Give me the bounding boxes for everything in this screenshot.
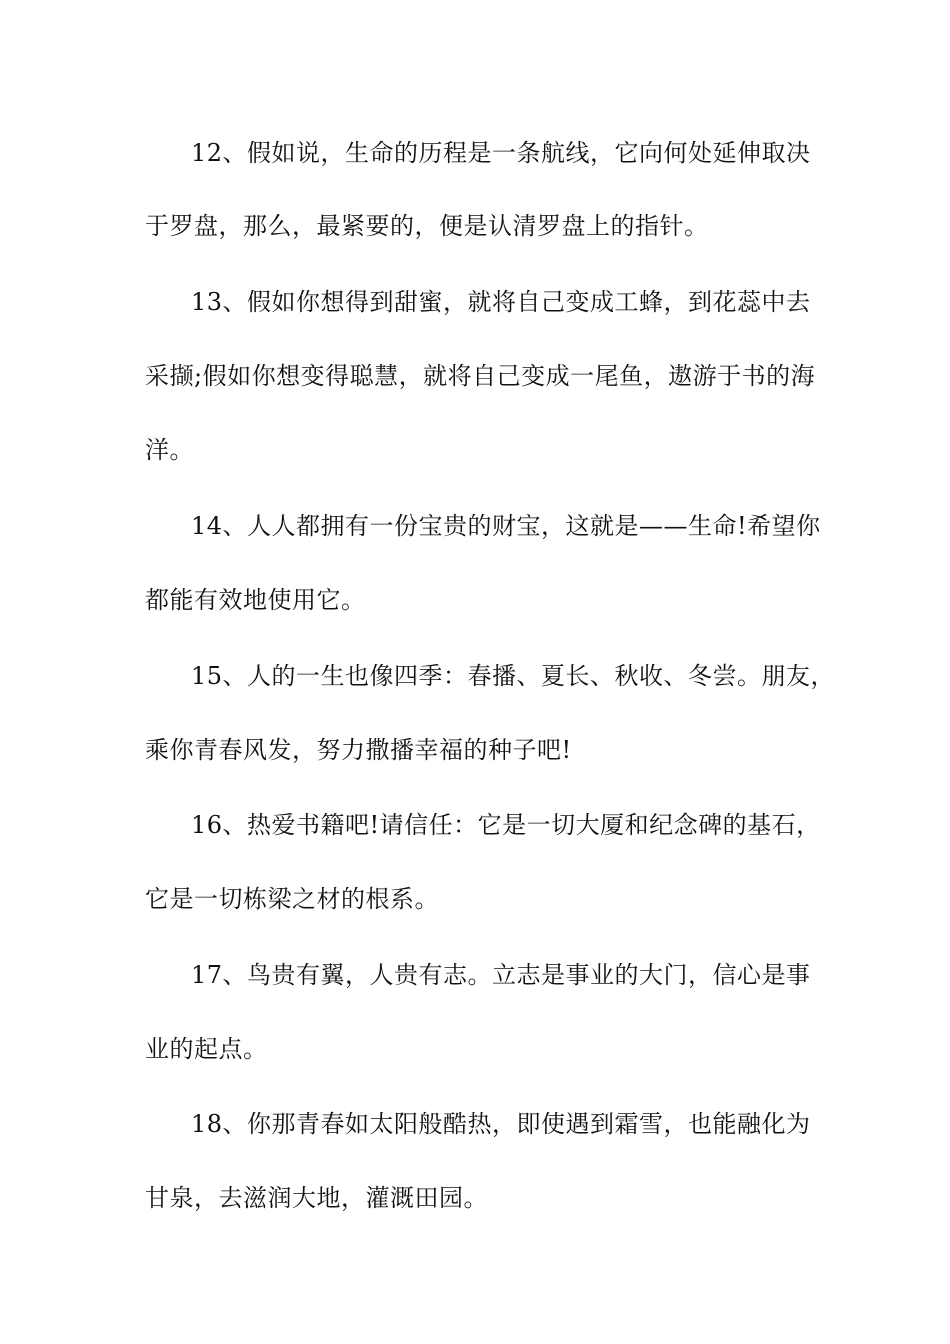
paragraph-16-line-1: 16、热爱书籍吧!请信任：它是一切大厦和纪念碑的基石， [191,811,821,839]
paragraph-17-line-1: 17、鸟贵有翼，人贵有志。立志是事业的大门，信心是事 [191,961,811,989]
paragraph-13-line-1: 13、假如你想得到甜蜜，就将自己变成工蜂，到花蕊中去 [191,288,811,316]
paragraph-15-line-1: 15、人的一生也像四季：春播、夏长、秋收、冬尝。朋友， [191,662,836,690]
paragraph-13-line-3: 洋。 [145,436,194,464]
paragraph-18-line-1: 18、你那青春如太阳般酷热，即使遇到霜雪，也能融化为 [191,1110,811,1138]
paragraph-14-line-1: 14、人人都拥有一份宝贵的财宝，这就是——生命!希望你 [191,512,821,540]
paragraph-15-line-2: 乘你青春风发，努力撒播幸福的种子吧! [145,736,572,764]
paragraph-17-line-2: 业的起点。 [145,1035,268,1063]
paragraph-18-line-2: 甘泉，去滋润大地，灌溉田园。 [145,1184,488,1212]
paragraph-14-line-2: 都能有效地使用它。 [145,586,366,614]
paragraph-13-line-2: 采撷;假如你想变得聪慧，就将自己变成一尾鱼，遨游于书的海 [145,362,816,390]
paragraph-12-line-1: 12、假如说，生命的历程是一条航线，它向何处延伸取决 [191,139,811,167]
paragraph-16-line-2: 它是一切栋梁之材的根系。 [145,885,439,913]
paragraph-12-line-2: 于罗盘，那么，最紧要的，便是认清罗盘上的指针。 [145,212,709,240]
